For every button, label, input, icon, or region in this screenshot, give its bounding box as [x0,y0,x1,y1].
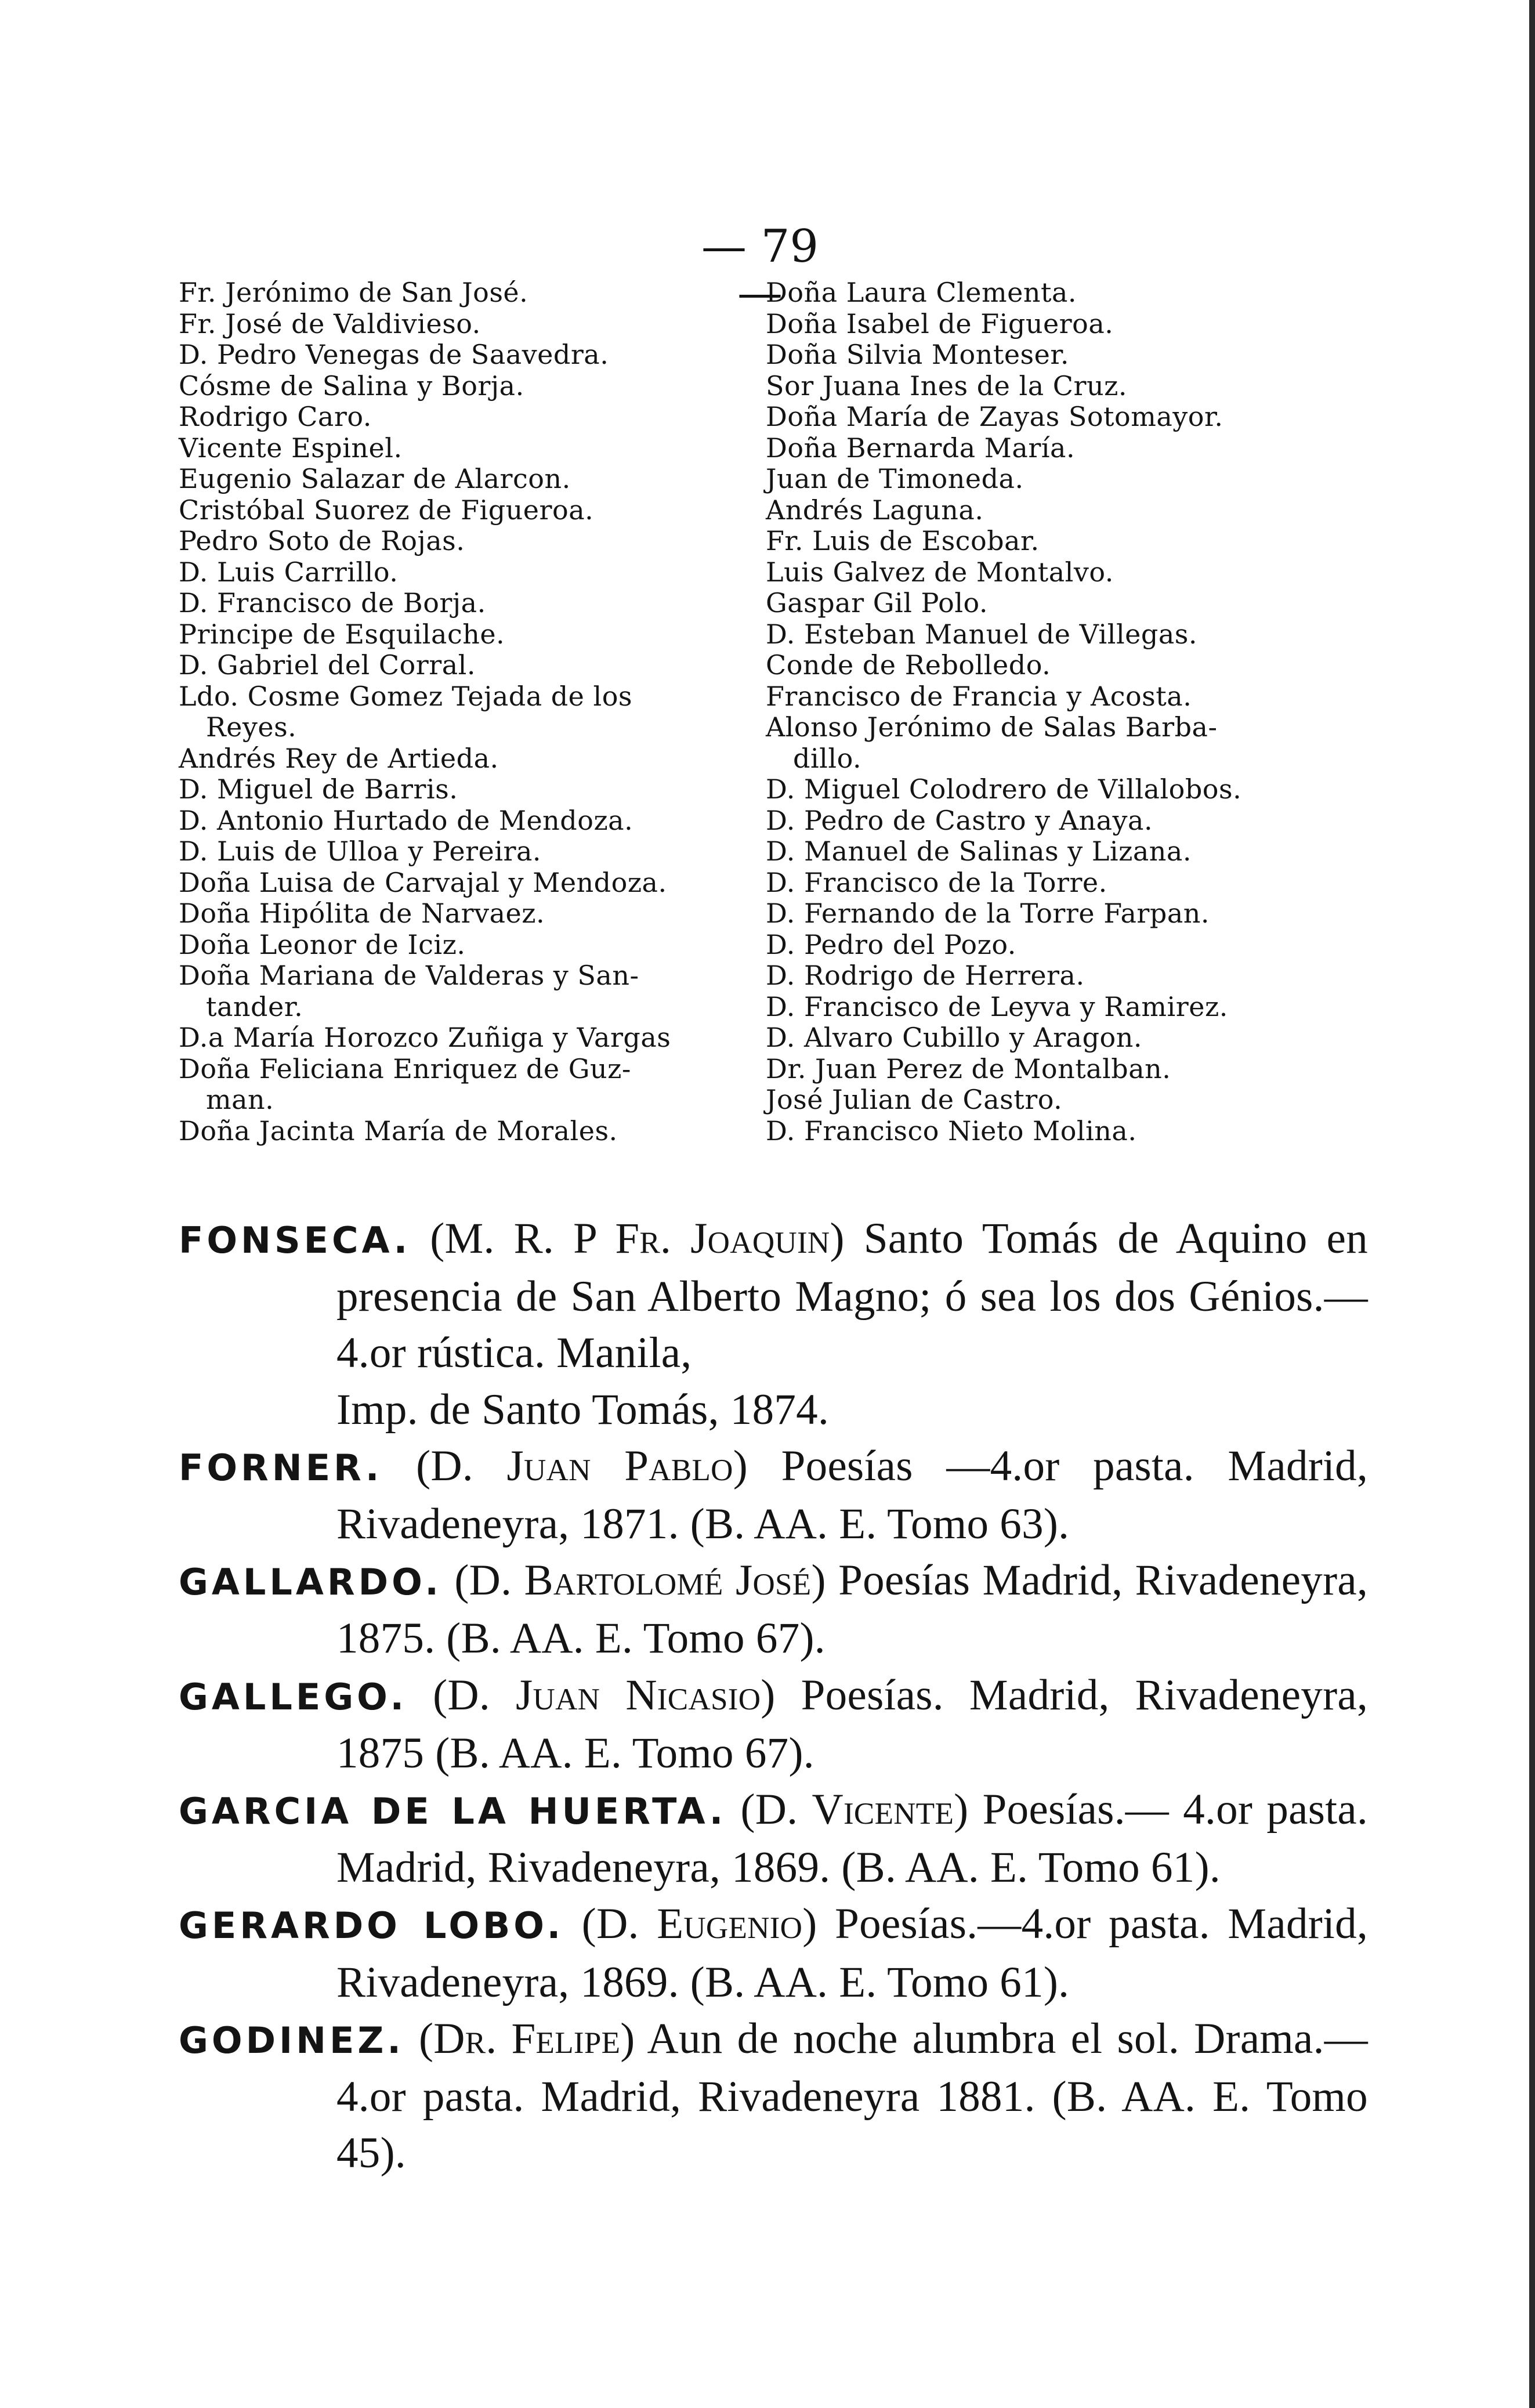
entry-author-name: Vicente [812,1785,954,1834]
list-item: Conde de Rebolledo. [766,649,1051,681]
bibliography-entry [179,1552,1368,1666]
entry-heading: GODINEZ. [179,2019,404,2062]
list-item: Doña Bernarda María. [766,432,1076,464]
list-item: Fr. Jerónimo de San José. [179,277,528,308]
list-item: Juan de Timoneda. [766,463,1024,494]
author-list-right-column [766,277,1375,1147]
entry-heading: GALLEGO. [179,1675,408,1718]
list-item: Doña Laura Clementa. [766,277,1077,308]
list-item-continuation: man. [206,1084,274,1115]
list-item: Fr. Luis de Escobar. [766,525,1040,556]
list-item: Doña Feliciana Enriquez de Guz- [179,1053,631,1084]
entry-text: ) Poesías —4.or pasta. Madrid, Rivadeneyra, 1871. (B. AA. E. Tomo 63). [336,1441,1369,1549]
page-edge-border [1529,0,1535,2408]
list-item: Alonso Jerónimo de Salas Barba- [766,711,1218,743]
entry-text: ) Poesías.—4.or pasta. Madrid, Rivadeneyra, 1869. (B. AA. E. Tomo 61). [336,1900,1369,2006]
list-item: Principe de Esquilache. [179,618,505,650]
list-item: Francisco de Francia y Acosta. [766,680,1192,712]
list-item: D. Francisco de Borja. [179,587,486,619]
list-item: Andrés Rey de Artieda. [179,742,499,774]
entry-prefix: (D. [382,1441,507,1490]
list-item: Doña Mariana de Valderas y San- [179,960,639,991]
list-item: Sor Juana Ines de la Cruz. [766,370,1127,402]
list-item: D. Antonio Hurtado de Mendoza. [179,804,633,836]
entry-prefix: (D. [407,1671,516,1719]
list-item: Doña Luisa de Carvajal y Mendoza. [179,866,667,898]
list-item: Cristóbal Suorez de Figueroa. [179,494,594,526]
list-item: Cósme de Salina y Borja. [179,370,524,402]
list-item: Gaspar Gil Polo. [766,587,989,619]
entry-prefix: (D. [726,1785,812,1834]
list-item: D. Fernando de la Torre Farpan. [766,898,1210,929]
list-item: D.a María Horozco Zuñiga y Vargas [179,1022,671,1053]
list-item: D. Miguel de Barris. [179,773,458,805]
list-item: Dr. Juan Perez de Montalban. [766,1053,1171,1084]
list-item: D. Miguel Colodrero de Villalobos. [766,773,1242,805]
entry-author-name: Fr. Joaquin [615,1214,830,1263]
bibliography-entry [179,1210,1368,1438]
entry-author-name: Eugenio [657,1900,803,1948]
list-item: José Julian de Castro. [766,1084,1063,1115]
list-item: Eugenio Salazar de Alarcon. [179,463,571,494]
entry-author-name: Bartolomé José [524,1556,812,1605]
entry-text: ) Santo Tomás de Aquino en presencia de San Alberto Magno; ó sea los dos Génios.—4.or rústica. Manila, Imp. de Santo Tomás, 1874. [336,1214,1368,1434]
entry-author-name: Dr. Felipe [433,2014,621,2063]
list-item: D. Rodrigo de Herrera. [766,960,1085,991]
list-item: D. Pedro del Pozo. [766,928,1016,960]
list-item: D. Francisco de la Torre. [766,866,1107,898]
list-item-continuation: tander. [206,990,303,1022]
entry-heading: GERARDO LOBO. [179,1904,564,1947]
list-item: Doña Leonor de Iciz. [179,928,466,960]
author-list-left-column [179,277,765,1147]
entry-text: ) Poesías Madrid, Rivadeneyra, 1875. (B. AA. E. Tomo 67). [336,1556,1369,1663]
entry-prefix: (D. [564,1900,657,1948]
list-item: D. Alvaro Cubillo y Aragon. [766,1022,1142,1053]
entry-author-name: Juan Nicasio [516,1671,761,1719]
list-item: D. Pedro de Castro y Anaya. [766,804,1153,836]
list-item: D. Gabriel del Corral. [179,649,476,681]
list-item: Rodrigo Caro. [179,401,372,432]
page-number: — 79 — [701,220,819,319]
list-item: D. Pedro Venegas de Saavedra. [179,339,609,370]
bibliography-entry [179,1781,1368,1896]
list-item: D. Esteban Manuel de Villegas. [766,618,1197,650]
entry-text: ) Poesías.— 4.or pasta. Madrid, Rivadeneyra, 1869. (B. AA. E. Tomo 61). [336,1785,1369,1892]
entry-heading: FONSECA. [179,1219,411,1261]
list-item: Fr. José de Valdivieso. [179,308,481,339]
list-item-continuation: dillo. [793,742,862,774]
bibliography-entry [179,1438,1368,1552]
entry-heading: GALLARDO. [179,1561,442,1604]
list-item: Luis Galvez de Montalvo. [766,556,1114,588]
list-item: Vicente Espinel. [179,432,403,464]
entry-text: ) Poesías. Madrid, Rivadeneyra, 1875 (B. AA. E. Tomo 67). [336,1671,1369,1777]
entry-prefix: (M. R. P [411,1214,616,1263]
list-item: Doña Hipólita de Narvaez. [179,898,545,929]
list-item: D. Francisco de Leyva y Ramirez. [766,990,1228,1022]
bibliography-entries [179,1210,1368,2181]
list-item: D. Francisco Nieto Molina. [766,1115,1137,1147]
bibliography-entry [179,1896,1368,2010]
list-item: D. Luis de Ulloa y Pereira. [179,836,541,867]
list-item: D. Manuel de Salinas y Lizana. [766,836,1192,867]
entry-heading: GARCIA DE LA HUERTA. [179,1790,727,1833]
list-item: Doña María de Zayas Sotomayor. [766,401,1223,432]
list-item: Doña Silvia Monteser. [766,339,1069,370]
list-item: D. Luis Carrillo. [179,556,399,588]
entry-text: ) Aun de noche alumbra el sol. Drama.—4.or pasta. Madrid, Rivadeneyra 1881. (B. AA. E. Tomo 45). [336,2014,1368,2178]
list-item: Pedro Soto de Rojas. [179,525,465,556]
list-item: Doña Isabel de Figueroa. [766,308,1114,339]
entry-heading: FORNER. [179,1446,383,1489]
bibliography-entry [179,2011,1368,2182]
list-item: Doña Jacinta María de Morales. [179,1115,618,1147]
list-item-continuation: Reyes. [206,711,297,743]
bibliography-entry [179,1667,1368,1781]
entry-author-name: Juan Pablo [506,1441,733,1490]
entry-prefix: (D. [441,1556,524,1605]
list-item: Ldo. Cosme Gomez Tejada de los [179,680,633,712]
list-item: Andrés Laguna. [766,494,984,526]
entry-prefix: ( [404,2014,434,2063]
